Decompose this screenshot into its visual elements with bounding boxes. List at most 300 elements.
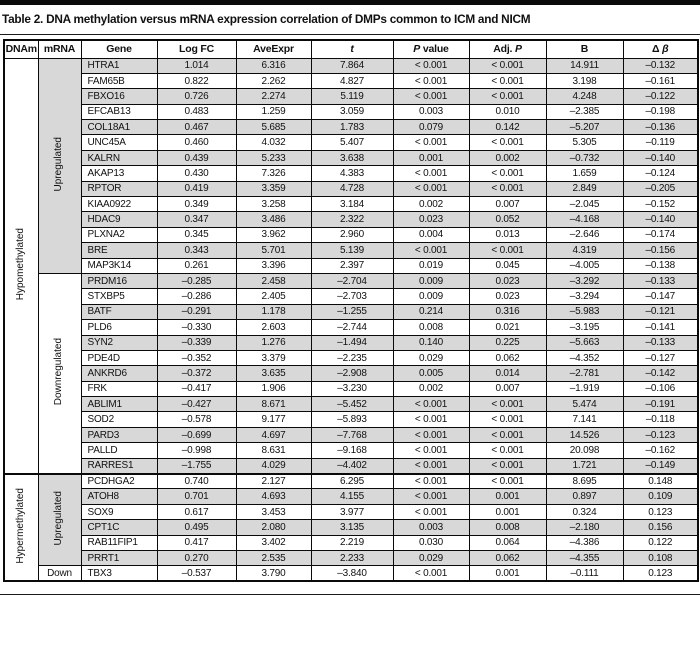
cell-log-fc: –0.352	[157, 350, 236, 365]
cell-adj-p: 0.021	[469, 320, 546, 335]
cell-t: –2.908	[311, 366, 393, 381]
cell-delta-beta: –0.140	[623, 212, 698, 227]
cell-log-fc: 1.014	[157, 58, 236, 73]
cell-ave-expr: 5.233	[236, 150, 311, 165]
cell-ave-expr: 7.326	[236, 166, 311, 181]
cell-delta-beta: –0.133	[623, 335, 698, 350]
cell-delta-beta: –0.122	[623, 89, 698, 104]
cell-adj-p: < 0.001	[469, 412, 546, 427]
cell-p-value: 0.079	[393, 120, 469, 135]
cell-log-fc: –0.291	[157, 304, 236, 319]
table-row	[4, 535, 698, 550]
cell-b: –1.919	[546, 381, 623, 396]
cell-ave-expr: 3.402	[236, 535, 311, 550]
cell-p-value: 0.029	[393, 350, 469, 365]
cell-b: –5.207	[546, 120, 623, 135]
cell-gene: PRDM16	[81, 273, 157, 288]
cell-b: 1.659	[546, 166, 623, 181]
cell-b: –5.983	[546, 304, 623, 319]
cell-delta-beta: –0.162	[623, 443, 698, 458]
cell-ave-expr: 3.379	[236, 350, 311, 365]
cell-p-value: 0.003	[393, 104, 469, 119]
cell-t: –3.840	[311, 566, 393, 581]
cell-p-value: 0.003	[393, 520, 469, 535]
table-row	[4, 104, 698, 119]
cell-t: –2.235	[311, 350, 393, 365]
cell-gene: FBXO16	[81, 89, 157, 104]
cell-adj-p: < 0.001	[469, 397, 546, 412]
cell-adj-p: 0.007	[469, 197, 546, 212]
cell-ave-expr: 4.697	[236, 427, 311, 442]
cell-t: –2.704	[311, 273, 393, 288]
cell-ave-expr: 2.458	[236, 273, 311, 288]
cell-adj-p: 0.064	[469, 535, 546, 550]
column-header-gene: Gene	[81, 40, 157, 58]
cell-t: 2.219	[311, 535, 393, 550]
cell-gene: ABLIM1	[81, 397, 157, 412]
cell-delta-beta: –0.140	[623, 150, 698, 165]
cell-delta-beta: 0.123	[623, 504, 698, 519]
cell-gene: KIAA0922	[81, 197, 157, 212]
cell-delta-beta: –0.106	[623, 381, 698, 396]
cell-delta-beta: –0.124	[623, 166, 698, 181]
cell-b: 20.098	[546, 443, 623, 458]
cell-adj-p: 0.010	[469, 104, 546, 119]
cell-b: –4.168	[546, 212, 623, 227]
cell-log-fc: 0.261	[157, 258, 236, 273]
cell-gene: PCDHGA2	[81, 474, 157, 489]
cell-t: –2.703	[311, 289, 393, 304]
cell-delta-beta: –0.123	[623, 427, 698, 442]
table-title: Table 2. DNA methylation versus mRNA expression correlation of DMPs common to ICM and NICM	[2, 12, 531, 26]
cell-delta-beta: –0.118	[623, 412, 698, 427]
table-row	[4, 243, 698, 258]
cell-ave-expr: 6.316	[236, 58, 311, 73]
cell-p-value: 0.002	[393, 381, 469, 396]
cell-t: 6.295	[311, 474, 393, 489]
cell-p-value: < 0.001	[393, 181, 469, 196]
cell-delta-beta: –0.152	[623, 197, 698, 212]
cell-adj-p: 0.008	[469, 520, 546, 535]
cell-t: 5.119	[311, 89, 393, 104]
cell-b: 4.248	[546, 89, 623, 104]
cell-log-fc: 0.349	[157, 197, 236, 212]
cell-adj-p: 0.052	[469, 212, 546, 227]
cell-delta-beta: –0.133	[623, 273, 698, 288]
cell-p-value: < 0.001	[393, 58, 469, 73]
mrna-group-label: Upregulated	[38, 58, 81, 273]
cell-ave-expr: 3.396	[236, 258, 311, 273]
cell-adj-p: < 0.001	[469, 181, 546, 196]
cell-delta-beta: 0.122	[623, 535, 698, 550]
cell-b: –2.646	[546, 227, 623, 242]
table-row	[4, 89, 698, 104]
cell-adj-p: 0.001	[469, 566, 546, 581]
mrna-group-label: Down	[38, 566, 81, 581]
mrna-group-label: Downregulated	[38, 273, 81, 473]
cell-adj-p: 0.001	[469, 489, 546, 504]
cell-ave-expr: 3.258	[236, 197, 311, 212]
cell-t: 1.783	[311, 120, 393, 135]
cell-ave-expr: 2.535	[236, 551, 311, 566]
cell-gene: ANKRD6	[81, 366, 157, 381]
column-header-log-fc: Log FC	[157, 40, 236, 58]
cell-log-fc: 0.467	[157, 120, 236, 135]
cell-p-value: < 0.001	[393, 489, 469, 504]
cell-log-fc: –0.537	[157, 566, 236, 581]
cell-log-fc: 0.439	[157, 150, 236, 165]
cell-log-fc: –0.286	[157, 289, 236, 304]
cell-log-fc: 0.617	[157, 504, 236, 519]
cell-adj-p: 0.023	[469, 273, 546, 288]
cell-b: –4.386	[546, 535, 623, 550]
cell-adj-p: 0.023	[469, 289, 546, 304]
cell-t: –5.452	[311, 397, 393, 412]
table-row	[4, 366, 698, 381]
table-row	[4, 504, 698, 519]
cell-ave-expr: 2.274	[236, 89, 311, 104]
cell-gene: STXBP5	[81, 289, 157, 304]
cell-b: 14.911	[546, 58, 623, 73]
cell-log-fc: –0.578	[157, 412, 236, 427]
cell-p-value: 0.030	[393, 535, 469, 550]
cell-adj-p: 0.013	[469, 227, 546, 242]
cell-ave-expr: 4.032	[236, 135, 311, 150]
cell-p-value: < 0.001	[393, 412, 469, 427]
cell-delta-beta: –0.138	[623, 258, 698, 273]
cell-adj-p: < 0.001	[469, 243, 546, 258]
cell-gene: SYN2	[81, 335, 157, 350]
cell-ave-expr: 1.906	[236, 381, 311, 396]
cell-b: –0.111	[546, 566, 623, 581]
table-row	[4, 135, 698, 150]
cell-adj-p: < 0.001	[469, 427, 546, 442]
cell-p-value: 0.140	[393, 335, 469, 350]
cell-adj-p: < 0.001	[469, 58, 546, 73]
cell-log-fc: –1.755	[157, 458, 236, 473]
cell-adj-p: < 0.001	[469, 443, 546, 458]
cell-p-value: < 0.001	[393, 427, 469, 442]
cell-t: 5.139	[311, 243, 393, 258]
cell-log-fc: 0.495	[157, 520, 236, 535]
table-row	[4, 258, 698, 273]
cell-ave-expr: 9.177	[236, 412, 311, 427]
cell-ave-expr: 4.029	[236, 458, 311, 473]
table-row	[4, 73, 698, 88]
cell-log-fc: 0.740	[157, 474, 236, 489]
table-row	[4, 304, 698, 319]
cell-t: –3.230	[311, 381, 393, 396]
cell-log-fc: –0.285	[157, 273, 236, 288]
cell-t: 2.322	[311, 212, 393, 227]
cell-ave-expr: 3.635	[236, 366, 311, 381]
cell-b: 4.319	[546, 243, 623, 258]
table-row	[4, 227, 698, 242]
cell-gene: PLXNA2	[81, 227, 157, 242]
cell-delta-beta: –0.142	[623, 366, 698, 381]
cell-t: 7.864	[311, 58, 393, 73]
cell-log-fc: –0.339	[157, 335, 236, 350]
cell-ave-expr: 1.178	[236, 304, 311, 319]
cell-gene: MAP3K14	[81, 258, 157, 273]
cell-ave-expr: 4.693	[236, 489, 311, 504]
cell-t: 2.960	[311, 227, 393, 242]
cell-ave-expr: 3.962	[236, 227, 311, 242]
column-header-t: t	[311, 40, 393, 58]
column-header-dnam: DNAm	[4, 40, 38, 58]
cell-ave-expr: 2.262	[236, 73, 311, 88]
cell-p-value: 0.004	[393, 227, 469, 242]
cell-gene: AKAP13	[81, 166, 157, 181]
cell-gene: PLD6	[81, 320, 157, 335]
cell-t: 3.638	[311, 150, 393, 165]
cell-b: –3.294	[546, 289, 623, 304]
cell-gene: EFCAB13	[81, 104, 157, 119]
header-row	[4, 40, 698, 58]
table-row	[4, 335, 698, 350]
cell-t: –5.893	[311, 412, 393, 427]
cell-t: 3.135	[311, 520, 393, 535]
table-row	[4, 381, 698, 396]
cell-b: –2.180	[546, 520, 623, 535]
cell-p-value: < 0.001	[393, 243, 469, 258]
cell-log-fc: 0.460	[157, 135, 236, 150]
cell-ave-expr: 5.701	[236, 243, 311, 258]
cell-adj-p: 0.014	[469, 366, 546, 381]
cell-adj-p: < 0.001	[469, 166, 546, 181]
cell-delta-beta: 0.108	[623, 551, 698, 566]
cell-adj-p: < 0.001	[469, 458, 546, 473]
cell-b: 8.695	[546, 474, 623, 489]
table-row	[4, 551, 698, 566]
cell-log-fc: –0.417	[157, 381, 236, 396]
dnam-group-label: Hypomethylated	[4, 58, 38, 474]
cell-gene: TBX3	[81, 566, 157, 581]
table-row	[4, 181, 698, 196]
cell-ave-expr: 8.631	[236, 443, 311, 458]
table-row	[4, 120, 698, 135]
cell-adj-p: < 0.001	[469, 474, 546, 489]
cell-t: –1.255	[311, 304, 393, 319]
cell-delta-beta: –0.156	[623, 243, 698, 258]
cell-b: 5.305	[546, 135, 623, 150]
column-header-mrna: mRNA	[38, 40, 81, 58]
cell-p-value: 0.009	[393, 273, 469, 288]
cell-delta-beta: –0.136	[623, 120, 698, 135]
cell-b: –2.045	[546, 197, 623, 212]
cell-b: –5.663	[546, 335, 623, 350]
cell-gene: PARD3	[81, 427, 157, 442]
cell-p-value: < 0.001	[393, 397, 469, 412]
cell-ave-expr: 3.486	[236, 212, 311, 227]
table-row	[4, 289, 698, 304]
cell-b: 0.324	[546, 504, 623, 519]
cell-gene: BATF	[81, 304, 157, 319]
cell-delta-beta: –0.132	[623, 58, 698, 73]
cell-t: –1.494	[311, 335, 393, 350]
cell-t: –9.168	[311, 443, 393, 458]
cell-b: –4.355	[546, 551, 623, 566]
cell-delta-beta: 0.148	[623, 474, 698, 489]
cell-b: 3.198	[546, 73, 623, 88]
cell-t: 4.728	[311, 181, 393, 196]
cell-adj-p: 0.002	[469, 150, 546, 165]
cell-gene: UNC45A	[81, 135, 157, 150]
cell-p-value: 0.009	[393, 289, 469, 304]
cell-log-fc: –0.427	[157, 397, 236, 412]
table-row	[4, 212, 698, 227]
cell-adj-p: 0.142	[469, 120, 546, 135]
table-row	[4, 458, 698, 473]
cell-gene: PDE4D	[81, 350, 157, 365]
dnam-group-label: Hypermethylated	[4, 474, 38, 582]
cell-gene: HDAC9	[81, 212, 157, 227]
cell-log-fc: 0.270	[157, 551, 236, 566]
cell-gene: RAB11FIP1	[81, 535, 157, 550]
cell-adj-p: < 0.001	[469, 135, 546, 150]
cell-p-value: 0.002	[393, 197, 469, 212]
cell-p-value: 0.214	[393, 304, 469, 319]
cell-b: 2.849	[546, 181, 623, 196]
table-row	[4, 273, 698, 288]
cell-adj-p: 0.001	[469, 504, 546, 519]
cell-gene: PRRT1	[81, 551, 157, 566]
cell-p-value: < 0.001	[393, 135, 469, 150]
cell-t: 4.827	[311, 73, 393, 88]
column-header-delta-beta: Δ β	[623, 40, 698, 58]
cell-b: 1.721	[546, 458, 623, 473]
cell-t: 2.397	[311, 258, 393, 273]
cell-b: –4.352	[546, 350, 623, 365]
cell-p-value: < 0.001	[393, 166, 469, 181]
cell-gene: RPTOR	[81, 181, 157, 196]
cell-log-fc: 0.483	[157, 104, 236, 119]
cell-delta-beta: –0.147	[623, 289, 698, 304]
cell-delta-beta: 0.109	[623, 489, 698, 504]
cell-log-fc: 0.430	[157, 166, 236, 181]
column-header-p-value: P value	[393, 40, 469, 58]
cell-log-fc: –0.330	[157, 320, 236, 335]
cell-t: –7.768	[311, 427, 393, 442]
cell-p-value: < 0.001	[393, 73, 469, 88]
column-header-adj-p: Adj. P	[469, 40, 546, 58]
cell-gene: BRE	[81, 243, 157, 258]
cell-adj-p: 0.316	[469, 304, 546, 319]
cell-gene: KALRN	[81, 150, 157, 165]
cell-log-fc: –0.998	[157, 443, 236, 458]
cell-delta-beta: –0.198	[623, 104, 698, 119]
cell-b: –2.781	[546, 366, 623, 381]
table-row	[4, 320, 698, 335]
cell-t: 3.059	[311, 104, 393, 119]
cell-p-value: 0.023	[393, 212, 469, 227]
cell-log-fc: –0.372	[157, 366, 236, 381]
cell-p-value: 0.019	[393, 258, 469, 273]
cell-adj-p: < 0.001	[469, 73, 546, 88]
cell-ave-expr: 2.405	[236, 289, 311, 304]
table-row	[4, 350, 698, 365]
cell-delta-beta: 0.123	[623, 566, 698, 581]
divider-below-table	[0, 594, 700, 595]
cell-ave-expr: 2.603	[236, 320, 311, 335]
cell-b: –2.385	[546, 104, 623, 119]
cell-gene: HTRA1	[81, 58, 157, 73]
cell-t: 4.155	[311, 489, 393, 504]
cell-adj-p: 0.045	[469, 258, 546, 273]
cell-log-fc: 0.417	[157, 535, 236, 550]
cell-t: 4.383	[311, 166, 393, 181]
cell-p-value: 0.001	[393, 150, 469, 165]
column-header-ave-expr: AveExpr	[236, 40, 311, 58]
table-row	[4, 197, 698, 212]
cell-adj-p: < 0.001	[469, 89, 546, 104]
cell-delta-beta: –0.174	[623, 227, 698, 242]
cell-p-value: 0.008	[393, 320, 469, 335]
cell-ave-expr: 1.276	[236, 335, 311, 350]
cell-log-fc: –0.699	[157, 427, 236, 442]
mrna-group-label: Upregulated	[38, 474, 81, 566]
cell-adj-p: 0.225	[469, 335, 546, 350]
cell-b: –3.195	[546, 320, 623, 335]
cell-t: 3.977	[311, 504, 393, 519]
cell-gene: COL18A1	[81, 120, 157, 135]
cell-adj-p: 0.007	[469, 381, 546, 396]
cell-ave-expr: 3.790	[236, 566, 311, 581]
cell-gene: ATOH8	[81, 489, 157, 504]
table-row	[4, 150, 698, 165]
cell-gene: RARRES1	[81, 458, 157, 473]
cell-p-value: 0.005	[393, 366, 469, 381]
cell-p-value: < 0.001	[393, 566, 469, 581]
cell-delta-beta: –0.127	[623, 350, 698, 365]
cell-delta-beta: 0.156	[623, 520, 698, 535]
cell-ave-expr: 1.259	[236, 104, 311, 119]
cell-gene: SOX9	[81, 504, 157, 519]
table-row	[4, 397, 698, 412]
table-row	[4, 427, 698, 442]
table-row	[4, 489, 698, 504]
cell-b: –0.732	[546, 150, 623, 165]
cell-t: –2.744	[311, 320, 393, 335]
cell-p-value: < 0.001	[393, 474, 469, 489]
cell-log-fc: 0.701	[157, 489, 236, 504]
cell-delta-beta: –0.119	[623, 135, 698, 150]
top-rule-bar	[0, 0, 700, 5]
cell-t: –4.402	[311, 458, 393, 473]
cell-t: 2.233	[311, 551, 393, 566]
cell-p-value: < 0.001	[393, 458, 469, 473]
cell-gene: FRK	[81, 381, 157, 396]
table-row	[4, 520, 698, 535]
table-row	[4, 566, 698, 581]
cell-gene: CPT1C	[81, 520, 157, 535]
table-body	[4, 58, 698, 581]
cell-b: –3.292	[546, 273, 623, 288]
cell-delta-beta: –0.121	[623, 304, 698, 319]
cell-b: 0.897	[546, 489, 623, 504]
table-row	[4, 166, 698, 181]
dmp-correlation-table	[3, 39, 699, 582]
cell-b: 7.141	[546, 412, 623, 427]
cell-log-fc: 0.419	[157, 181, 236, 196]
table-row	[4, 412, 698, 427]
cell-log-fc: 0.345	[157, 227, 236, 242]
cell-gene: SOD2	[81, 412, 157, 427]
cell-b: –4.005	[546, 258, 623, 273]
cell-log-fc: 0.347	[157, 212, 236, 227]
cell-ave-expr: 2.127	[236, 474, 311, 489]
cell-delta-beta: –0.161	[623, 73, 698, 88]
